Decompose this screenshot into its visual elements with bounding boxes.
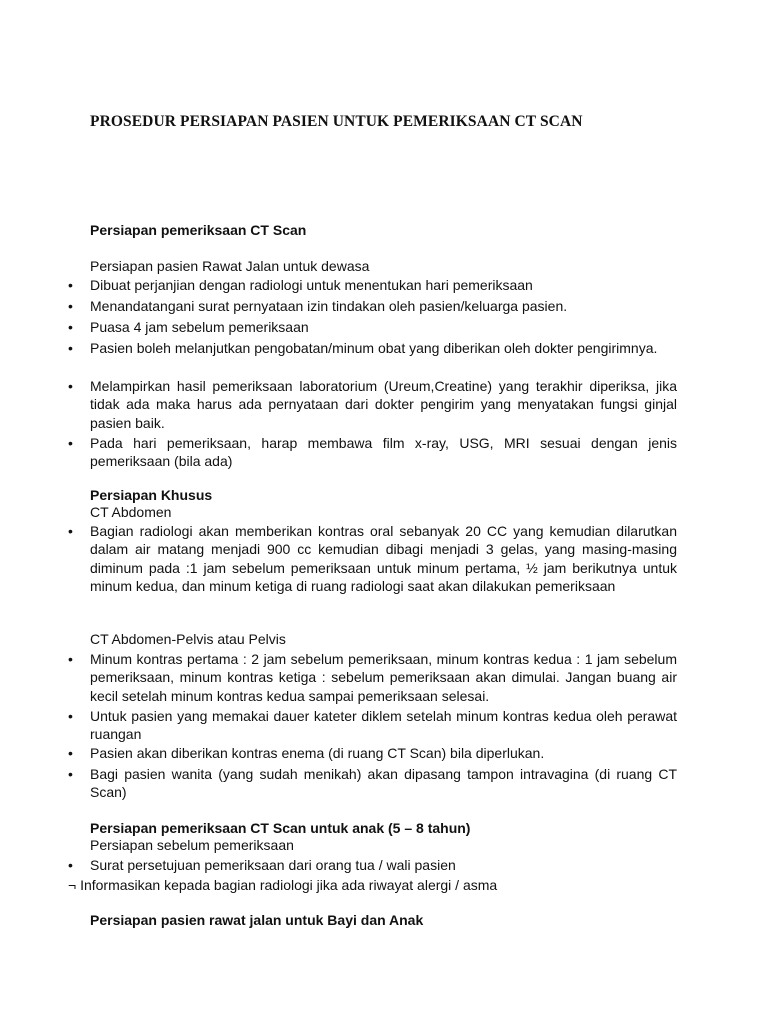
- bullet-icon: •: [68, 435, 73, 451]
- bullet-icon: •: [68, 523, 73, 539]
- list-item: Menandatangani surat pernyataan izin tindakan oleh pasien/keluarga pasien.: [90, 298, 568, 314]
- bullet-icon: •: [68, 319, 73, 335]
- document-title: PROSEDUR PERSIAPAN PASIEN UNTUK PEMERIKSAAN CT SCAN: [90, 113, 583, 130]
- section2-sub2: CT Abdomen-Pelvis atau Pelvis: [90, 631, 286, 647]
- bullet-icon: •: [68, 745, 73, 761]
- section1-heading: Persiapan pemeriksaan CT Scan: [90, 222, 307, 238]
- bullet-icon: •: [68, 766, 73, 782]
- list-item: Minum kontras pertama : 2 jam sebelum pemeriksaan, minum kontras kedua : 1 jam sebelum pemeriksaan, minum kontras ketiga : sebelum pemeriksaan akan dimulai. Jangan buang air kecil setelah minum kontras kedua sampai pemeriksaan selesai.: [90, 651, 677, 704]
- bullet-icon: •: [68, 340, 73, 356]
- list-item: Dibuat perjanjian dengan radiologi untuk menentukan hari pemeriksaan: [90, 277, 533, 293]
- list-item: Bagian radiologi akan memberikan kontras oral sebanyak 20 CC yang kemudian dilarutkan dalam air matang menjadi 900 cc kemudian dibagi menjadi 3 gelas, yang masing-masing diminum pada :1 jam sebelum pemeriksaan untuk minum pertama, ½ jam berikutnya untuk minum kedua, dan minum ketiga di ruang radiologi saat akan dilakukan pemeriksaan: [90, 523, 677, 595]
- list-item: Surat persetujuan pemeriksaan dari orang tua / wali pasien: [90, 857, 456, 873]
- section2-sub1: CT Abdomen: [90, 504, 172, 520]
- section1-subheading: Persiapan pasien Rawat Jalan untuk dewasa: [90, 258, 370, 274]
- section3-heading: Persiapan pemeriksaan CT Scan untuk anak (5 – 8 tahun): [90, 820, 471, 836]
- list-item: Untuk pasien yang memakai dauer kateter diklem setelah minum kontras kedua oleh perawat ruangan: [90, 708, 677, 743]
- bullet-icon: •: [68, 708, 73, 724]
- bullet-icon: •: [68, 857, 73, 873]
- bullet-icon: •: [68, 651, 73, 667]
- bullet-icon: •: [68, 378, 73, 394]
- list-item: Bagi pasien wanita (yang sudah menikah) akan dipasang tampon intravagina (di ruang CT Scan): [90, 766, 677, 801]
- list-item: Puasa 4 jam sebelum pemeriksaan: [90, 319, 309, 335]
- negation-list-item: ¬ Informasikan kepada bagian radiologi jika ada riwayat alergi / asma: [68, 877, 498, 893]
- bullet-icon: •: [68, 277, 73, 293]
- section3-subheading: Persiapan sebelum pemeriksaan: [90, 837, 294, 853]
- bullet-icon: •: [68, 298, 73, 314]
- section4-heading: Persiapan pasien rawat jalan untuk Bayi dan Anak: [90, 912, 424, 928]
- list-item: Melampirkan hasil pemeriksaan laboratorium (Ureum,Creatine) yang terakhir diperiksa, jika tidak ada maka harus ada pernyataan dari dokter pengirim yang menyatakan fungsi ginjal pasien baik.: [90, 378, 677, 431]
- list-item: Pada hari pemeriksaan, harap membawa film x-ray, USG, MRI sesuai dengan jenis pemeriksaan (bila ada): [90, 435, 677, 470]
- list-item: Pasien boleh melanjutkan pengobatan/minum obat yang diberikan oleh dokter pengirimnya.: [90, 340, 658, 356]
- list-item: Pasien akan diberikan kontras enema (di ruang CT Scan) bila diperlukan.: [90, 745, 545, 761]
- section2-heading: Persiapan Khusus: [90, 487, 213, 503]
